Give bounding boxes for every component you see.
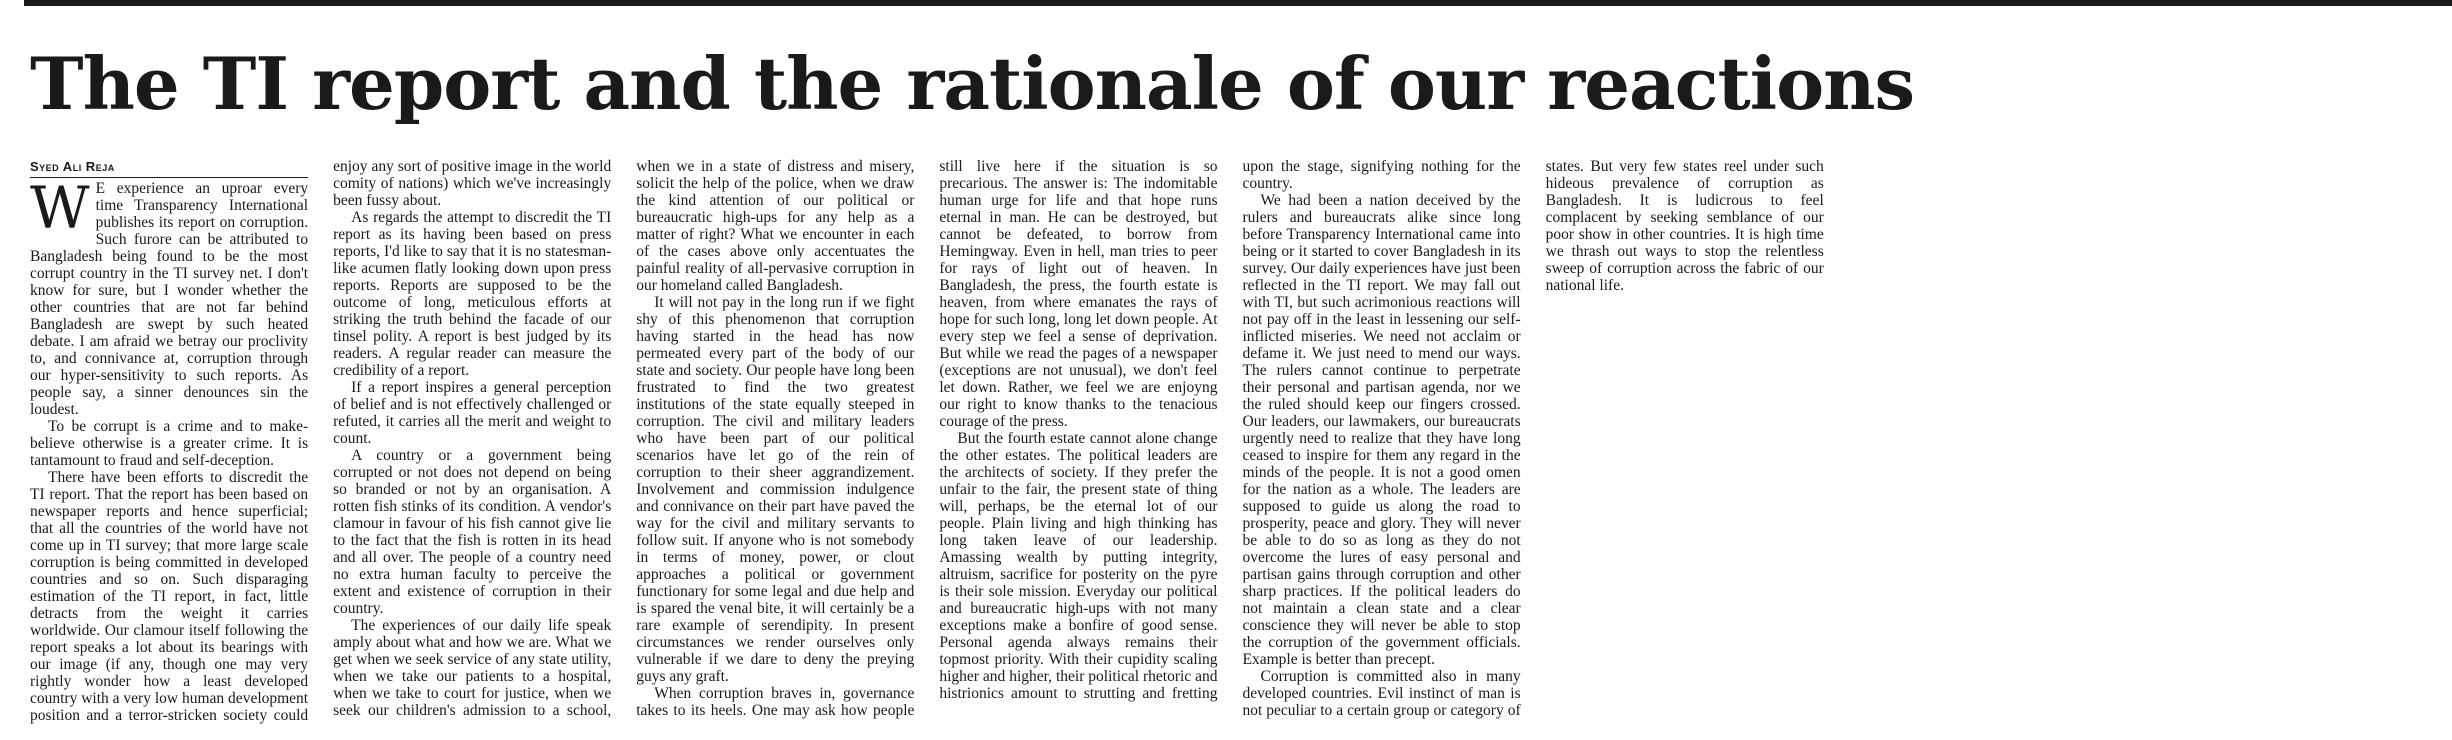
paragraph: There have been efforts to discredit the TI report. That the report has been based on newspaper reports and hence superficial; that all the countries of the world have not come up in TI survey; that more large scale corruption is being committed in developed countries and so on. Such disparaging estimation of the TI report, in fact, little detracts from the weight it carries worldwide. Our clamour itself following the report speaks a lot about its bearings with our image (if any, though one may very rightly wonder how a least developed country with a very low human development position and a terror-stricken society could enjoy any sort of positive image in the world comity of nations) which we've increasingly been fussy about. xyxy=(30,158,612,724)
paragraph: When corruption braves in, governance takes to its heels. One may ask how people still live here if the situation is so precarious. The answer is: The indomitable human urge for life and that hope runs eternal in man. He can be destroyed, but cannot be defeated, to borrow from Hemingway. Even in hell, man tries to peer for rays of light out of heaven. In Bangladesh, the press, the fourth estate is heaven, from where emanates the rays of hope for such long, long let down people. At every step we feel a sense of deprivation. But while we read the pages of a newspaper (exceptions are not unusual), we don't feel let down. Rather, we feel we are enjoyng our right to know thanks to the tenacious courage of the press. xyxy=(636,158,1218,719)
lead-paragraph xyxy=(30,174,309,418)
drop-cap: W xyxy=(30,174,90,242)
lead-paragraph-text: E experience an uproar every time Transparency International publishes its report on corruption. Such furore can be attributed to Bangladesh being found to be the most corrupt country in the TI survey net. I don't know for sure, but I wonder whether the other countries that are not far behind Bangladesh are swept by such heated debate. I am afraid we betray our proclivity to, and connivance at, corruption through our hyper-sensitivity to such reports. As people say, a sinner denounces sin the loudest. xyxy=(30,180,309,418)
paragraph: A country or a government being corrupted or not does not depend on being so branded or not by an organisation. A rotten fish stinks of its condition. A vendor's clamour in favour of his fish cannot give lie to the fact that the fish is rotten in its head and all over. The people of a country need no extra human faculty to perceive the extent and existence of corruption in their country. xyxy=(333,447,612,617)
paragraph: But the fourth estate cannot alone change the other estates. The political leaders are the architects of society. If they prefer the unfair to the fair, the present state of thing will, perhaps, be the eternal lot of our people. Plain living and high thinking has long taken leave of our leadership. Amassing wealth by putting integrity, altruism, sacrifice for posterity on the pyre is their sole mission. Everyday our political and bureaucratic high-ups with not many exceptions make a bonfire of good sense. Personal agenda always remains their topmost priority. With their cupidity scaling higher and higher, their political rhetoric and histrionics amount to strutting and fretting upon the stage, signifying nothing for the country. xyxy=(939,158,1521,702)
paragraph: It will not pay in the long run if we fight shy of this phenomenon that corruption having started in the head has now permeated every part of the body of our state and society. Our people have long been frustrated to find the two greatest institutions of the state equally steeped in corruption. The civil and military leaders who have been part of our political scenarios have let go of the rein of corruption to their sheer aggrandizement. Involvement and commission indulgence and connivance on their part have paved the way for the civil and military servants to follow suit. If anyone who is not somebody in terms of money, power, or clout approaches a political or government functionary for some legal and due help and is spared the venal bite, it will certainly be a rare example of serendipity. In present circumstances we render ourselves only vulnerable if we dare to deny the preying guys any graft. xyxy=(636,294,915,685)
paragraph: If a report inspires a general perception of belief and is not effectively challenged or refuted, it carries all the merit and weight to count. xyxy=(333,379,612,447)
paragraph: The experiences of our daily life speak amply about what and how we are. What we get when we seek service of any state utility, when we take our patients to a hospital, when we take to court for justice, when we seek our children's admission to a school, when we in a state of distress and misery, solicit the help of the police, when we draw the kind attention of our political or bureaucratic high-ups for any help as a matter of right? What we encounter in each of the cases above only accentuates the painful reality of all-pervasive corruption in our homeland called Bangladesh. xyxy=(333,158,915,719)
article-body xyxy=(30,158,2430,733)
paragraph: To be corrupt is a crime and to make-believe otherwise is a greater crime. It is tantamount to fraud and self-deception. xyxy=(30,418,309,469)
top-rule xyxy=(24,0,2452,6)
byline: Syed Ali Reja xyxy=(30,158,308,178)
paragraph: We had been a nation deceived by the rulers and bureaucrats alike since long before Transparency International came into being or it started to cover Bangladesh in its survey. Our daily experiences have just been reflected in the TI report. We may fall out with TI, but such acrimonious reactions will not pay off in the least in lessening our self-inflicted miseries. We need not acclaim or defame it. We just need to mend our ways. The rulers cannot continue to perpetrate their personal and partisan agenda, nor we the ruled should keep our fingers crossed. Our leaders, our lawmakers, our bureaucrats urgently need to realize that they have long ceased to inspire for them any regard in the minds of the people. It is not a good omen for the nation as a whole. The leaders are supposed to guide us along the road to prosperity, peace and glory. They will never be able to do so as long as they do not overcome the lures of easy personal and partisan gains through corruption and other sharp practices. If the political leaders do not maintain a clean state and a clear conscience they will never be able to stop the corruption of the government officials. Example is better than precept. xyxy=(1242,192,1521,668)
paragraph: Corruption is committed also in many developed countries. Evil instinct of man is not peculiar to a certain group or category of states. But very few states reel under such hideous prevalence of corruption as Bangladesh. It is ludicrous to feel complacent by seeking semblance of our poor show in other countries. It is high time we thrash out ways to stop the relentless sweep of corruption across the fabric of our national life. xyxy=(1242,158,1824,719)
headline: The TI report and the rationale of our reactions xyxy=(30,41,1915,126)
paragraph: As regards the attempt to discredit the TI report as its having been based on press reports, I'd like to say that it is no statesman-like acumen flatly looking down upon press reports. Reports are supposed to be the outcome of long, meticulous efforts at striking the truth behind the facade of our tinsel polity. A report is best judged by its readers. A regular reader can measure the credibility of a report. xyxy=(333,209,612,379)
